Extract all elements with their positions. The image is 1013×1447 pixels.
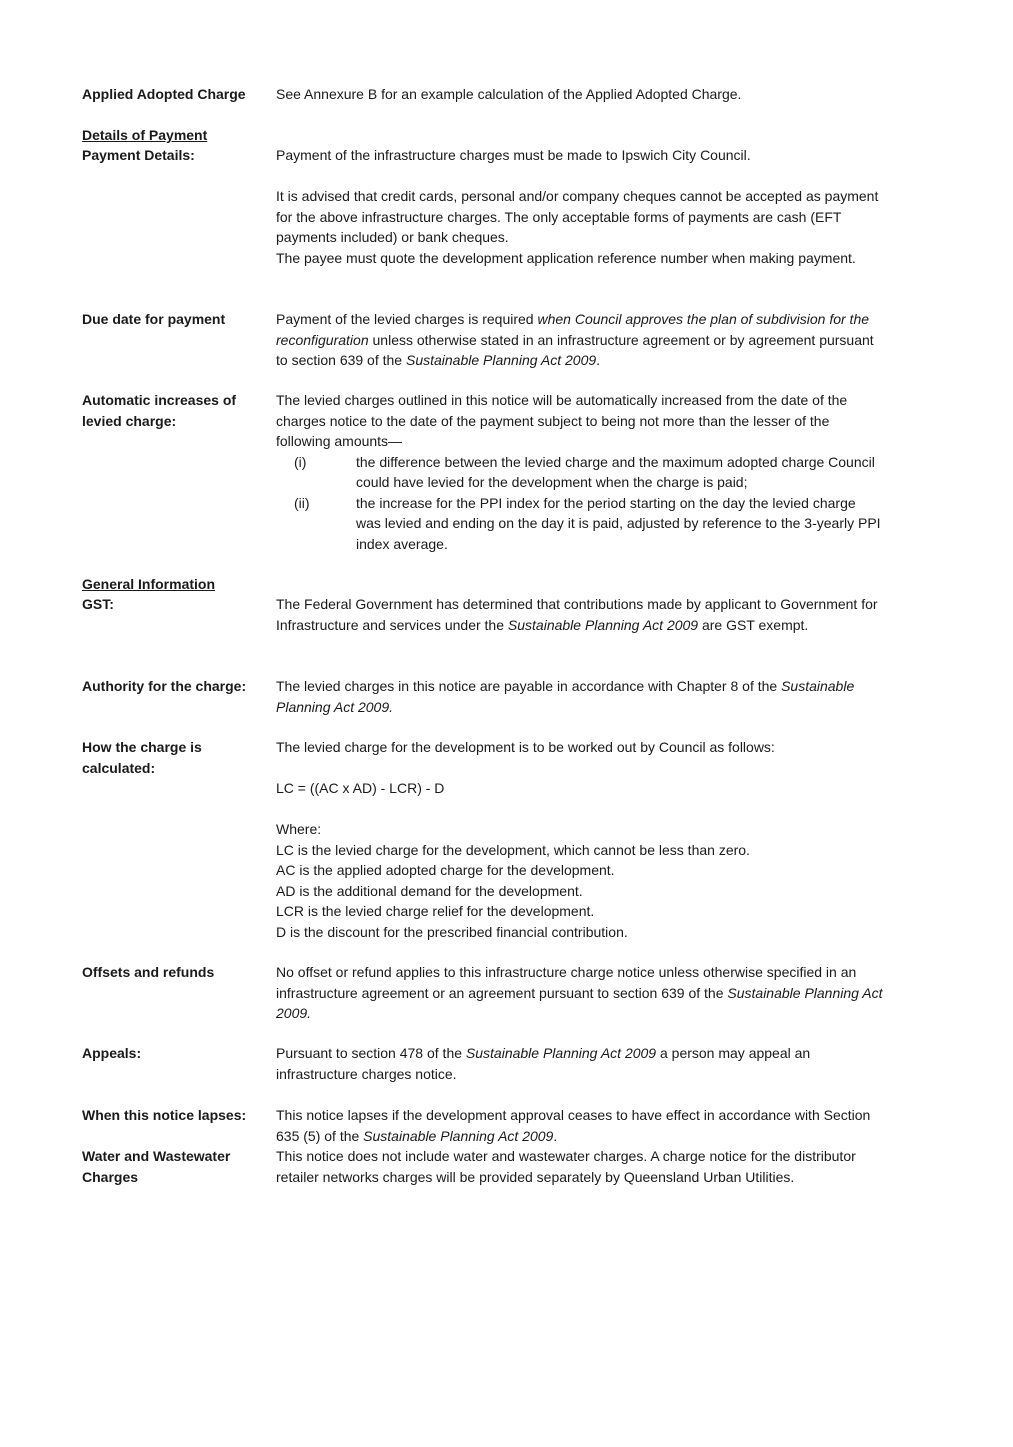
offsets-text (276, 962, 884, 1024)
gst-paragraph (276, 594, 884, 635)
lapses-text-2: . (553, 1127, 558, 1144)
automatic-increases-item (276, 452, 884, 493)
calculation-formula: LC = ((AC x AD) - LCR) - D (276, 780, 445, 796)
calculation-intro: The levied charge for the development is to be worked out by Council as follows: (276, 739, 775, 755)
calculation-definition: LC is the levied charge for the development, which cannot be less than zero. (276, 841, 750, 858)
payment-details-paragraph-3: The payee must quote the development application reference number when making payment. (276, 249, 856, 266)
payment-details-paragraph-1: Payment of the infrastructure charges must be made to Ipswich City Council. (276, 147, 751, 163)
automatic-increases-item (276, 493, 884, 555)
appeals-text-1: Pursuant to section 478 of the (276, 1045, 466, 1061)
lapses-label: When this notice lapses: (82, 1107, 247, 1123)
gst-text (276, 594, 884, 635)
item-number: (i) (294, 453, 307, 470)
lapses-act-name: Sustainable Planning Act 2009 (363, 1127, 554, 1144)
details-of-payment-heading: Details of Payment (82, 127, 208, 143)
appeals-paragraph (276, 1043, 884, 1084)
general-information-heading: General Information (82, 576, 216, 592)
calculation-definition: LCR is the levied charge relief for the development. (276, 903, 595, 919)
calculation-label: How the charge is calculated: (82, 739, 202, 776)
water-charges-paragraph: This notice does not include water and wastewater charges. A charge notice for the distributor retailer networks charges will be provided separately by Queensland Urban Utilities. (276, 1148, 856, 1185)
lapses-text (276, 1105, 884, 1146)
appeals-act-name: Sustainable Planning Act 2009 (465, 1045, 657, 1061)
calculation-definition: AD is the additional demand for the development. (276, 882, 583, 899)
due-date-emphasis-1: when Council approves the plan of subdivision for the reconfiguration (276, 311, 870, 348)
gst-label: GST: (82, 596, 114, 612)
due-date-text-3: . (596, 352, 601, 368)
gst-text-1: The Federal Government has determined that contributions made by applicant to Government for Infrastructure and services under the (276, 596, 878, 633)
water-charges-label: Water and Wastewater Charges (82, 1148, 231, 1185)
authority-text (276, 676, 884, 717)
payment-details-text (276, 145, 884, 268)
applied-adopted-charge-text (276, 84, 884, 105)
offsets-label: Offsets and refunds (82, 964, 215, 980)
due-date-text (276, 309, 884, 371)
offsets-text-1: No offset or refund applies to this infrastructure charge notice unless otherwise specified in an infrastructure agreement or an agreement pursuant to section 639 of the (276, 964, 857, 1001)
item-text: the increase for the PPI index for the period starting on the day the levied charge was levied and ending on the day it is paid, adjusted by reference to the 3-yearly PPI index average. (356, 494, 881, 552)
lapses-paragraph (276, 1105, 884, 1146)
due-date-paragraph (276, 309, 884, 371)
payment-details-paragraph-2: It is advised that credit cards, personal and/or company cheques cannot be accepted as payment for the above infrastructure charges. The only acceptable forms of payments are cash (EFT payments included) or bank cheques. (276, 188, 879, 245)
calculation-definition: AC is the applied adopted charge for the development. (276, 862, 615, 878)
calculation-definition: D is the discount for the prescribed financial contribution. (276, 923, 628, 940)
item-number: (ii) (294, 494, 310, 511)
automatic-increases-label: Automatic increases of levied charge: (82, 392, 237, 429)
authority-paragraph (276, 676, 884, 717)
automatic-increases-intro: The levied charges outlined in this notice will be automatically increased from the date of the charges notice to the date of the payment subject to being not more than the lesser of the following amounts— (276, 392, 848, 449)
water-charges-text (276, 1146, 884, 1187)
due-date-label: Due date for payment (82, 311, 226, 327)
gst-act-name: Sustainable Planning Act 2009 (507, 616, 699, 633)
calculation-where: Where: (276, 821, 322, 837)
gst-text-2: are GST exempt. (698, 616, 809, 633)
due-date-text-1: Payment of the levied charges is required (276, 311, 538, 327)
lapses-text-1: This notice lapses if the development approval ceases to have effect in accordance with Section 635 (5) of the (276, 1107, 871, 1144)
authority-act-name: Sustainable Planning Act 2009. (276, 678, 855, 715)
applied-adopted-charge-paragraph: See Annexure B for an example calculation of the Applied Adopted Charge. (276, 86, 742, 102)
automatic-increases-text (276, 390, 884, 554)
offsets-act-name: Sustainable Planning Act 2009. (276, 984, 883, 1021)
applied-adopted-charge-label: Applied Adopted Charge (82, 86, 246, 102)
calculation-text (276, 737, 884, 942)
payment-details-label: Payment Details: (82, 147, 195, 163)
due-date-text-2: unless otherwise stated in an infrastructure agreement or by agreement pursuant to section 639 of the (276, 331, 874, 368)
offsets-paragraph (276, 962, 884, 1024)
due-date-act-name: Sustainable Planning Act 2009 (405, 352, 597, 368)
item-text: the difference between the levied charge and the maximum adopted charge Council could have levied for the development when the charge is paid; (356, 453, 875, 490)
authority-label: Authority for the charge: (82, 678, 247, 694)
appeals-label: Appeals: (82, 1045, 142, 1061)
appeals-text (276, 1043, 884, 1084)
appeals-text-2: a person may appeal an infrastructure charges notice. (276, 1045, 811, 1082)
authority-text-1: The levied charges in this notice are payable in accordance with Chapter 8 of the (276, 678, 782, 694)
